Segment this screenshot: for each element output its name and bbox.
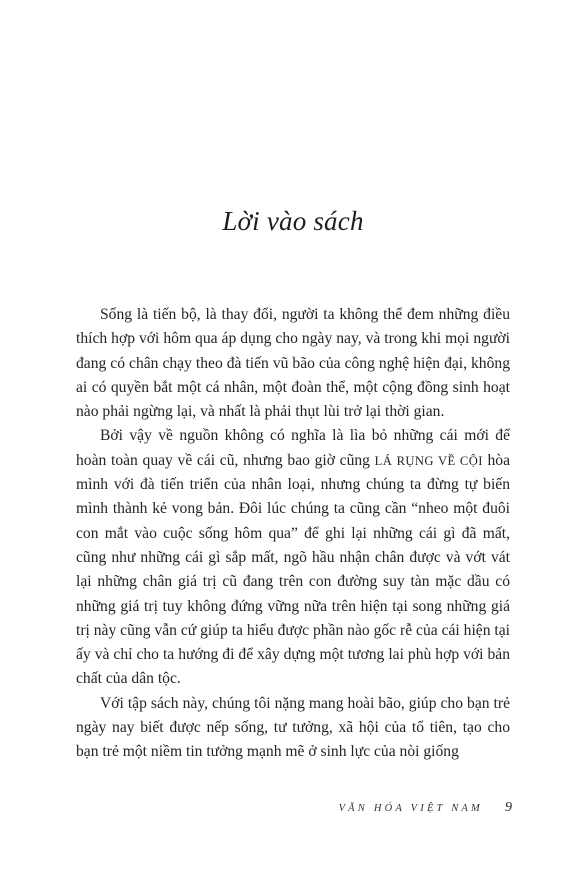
body-text [76,303,510,765]
chapter-title: Lời vào sách [222,206,364,236]
running-head: VĂN HÓA VIỆT NAM [338,803,483,814]
page-number: 9 [505,800,512,815]
paragraph-1: Sống là tiến bộ, là thay đổi, người ta không thể đem những điều thích hợp với hôm qua áp dụng cho ngày nay, và trong khi mọi người đang có chân chạy theo đà tiến vũ bão của công nghệ hiện đại, không ai có quyền bắt một cá nhân, một đoàn thể, một cộng đồng sinh hoạt nào phải ngừng lại, và nhất là phải thụt lùi trở lại thời gian. [76,306,510,421]
page-footer [0,800,586,820]
book-title: LÁ RỤNG VỀ CỘI [374,453,483,468]
paragraph-3: Với tập sách này, chúng tôi nặng mang hoài bão, giúp cho bạn trẻ ngày nay biết được nếp sống, tư tưởng, xã hội của tổ tiên, tạo cho bạn trẻ một niềm tin tưởng mạnh mẽ ở sinh lực của nòi giống [76,694,510,761]
paragraph-2: Bởi vậy về nguồn không có nghĩa là lìa bỏ những cái mới để hoàn toàn quay về cái cũ, nhưng bao giờ cũng LÁ RỤNG VỀ CỘI hòa mình với đà tiến triển của nhân loại, nhưng chúng ta đừng tự biến mình thành kẻ vong bản. Đôi lúc chúng ta cũng cần “nheo một đuôi con mắt vào cuộc sống hôm qua” để ghi lại những cái gì đã mất, cũng như những cái gì sắp mất, ngõ hầu nhận chân được và vớt vát lại những chân giá trị cũ đang trên con đường suy tàn mặc dầu có những giá trị tuy không đứng vững nữa trên hiện tại song những giá trị này cũng vẫn cứ giúp ta hiểu được phần nào gốc rễ của cái hiện tại ấy và chỉ cho ta hướng đi để xây dựng một tương lai phù hợp với bản chất của dân tộc. [76,427,510,688]
